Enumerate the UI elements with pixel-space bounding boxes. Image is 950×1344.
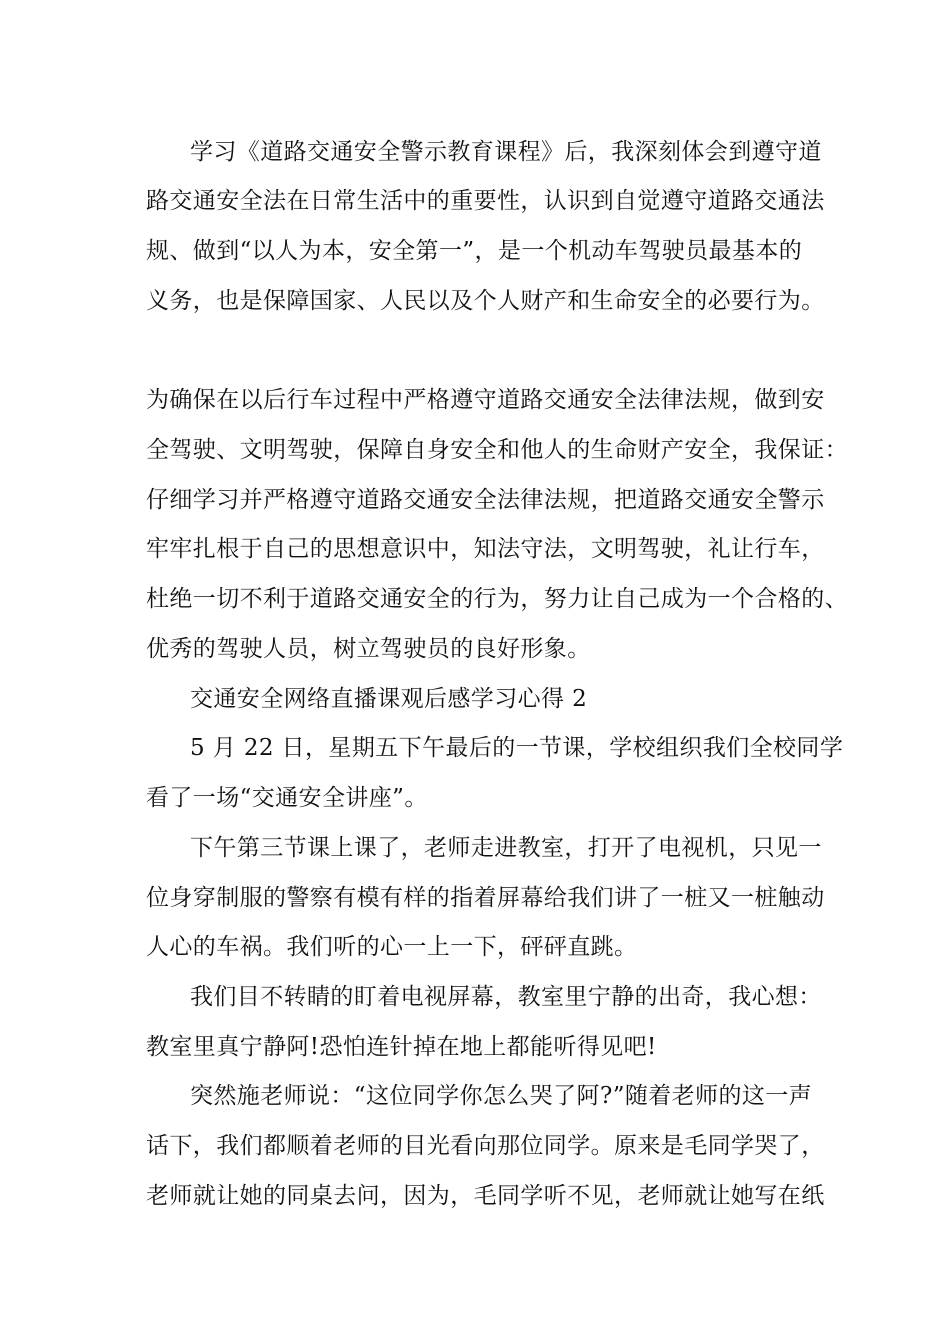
paragraph-4-line-2: 位身穿制服的警察有模有样的指着屏幕给我们讲了一桩又一桩触动: [146, 885, 825, 911]
paragraph-5-line-1: 我们目不转睛的盯着电视屏幕，教室里宁静的出奇，我心想：: [190, 984, 822, 1010]
paragraph-2-line-4: 牢牢扎根于自己的思想意识中，知法守法，文明驾驶，礼让行车，: [146, 536, 825, 562]
paragraph-5-line-2: 教室里真宁静阿!恐怕连针掉在地上都能听得见吧!: [146, 1034, 657, 1060]
paragraph-6-line-2: 话下，我们都顺着老师的目光看向那位同学。原来是毛同学哭了，: [146, 1133, 825, 1159]
paragraph-2-line-6: 优秀的驾驶人员，树立驾驶员的良好形象。: [146, 636, 591, 662]
paragraph-2-line-1: 为确保在以后行车过程中严格遵守道路交通安全法律法规，做到安: [146, 387, 825, 413]
paragraph-6-line-3: 老师就让她的同桌去问，因为，毛同学听不见，老师就让她写在纸: [146, 1183, 825, 1209]
paragraph-6-line-1: 突然施老师说：“这位同学你怎么哭了阿?”随着老师的这一声: [190, 1083, 813, 1109]
paragraph-1-line-2: 路交通安全法在日常生活中的重要性，认识到自觉遵守道路交通法: [146, 188, 825, 214]
paragraph-2-line-2: 全驾驶、文明驾驶，保障自身安全和他人的生命财产安全，我保证：: [146, 437, 848, 463]
paragraph-4-line-1: 下午第三节课上课了，老师走进教室，打开了电视机，只见一: [190, 835, 822, 861]
paragraph-3-line-2: 看了一场“交通安全讲座”。: [146, 785, 428, 811]
paragraph-3-line-1: 5 月 22 日，星期五下午最后的一节课，学校组织我们全校同学: [190, 735, 844, 761]
paragraph-2-line-5: 杜绝一切不利于道路交通安全的行为，努力让自己成为一个合格的、: [146, 586, 848, 612]
section-heading: 交通安全网络直播课观后感学习心得 2: [190, 686, 588, 712]
paragraph-1-line-4: 义务，也是保障国家、人民以及个人财产和生命安全的必要行为。: [146, 288, 825, 314]
paragraph-1-line-1: 学习《道路交通安全警示教育课程》后，我深刻体会到遵守道: [190, 139, 822, 165]
paragraph-2-line-3: 仔细学习并严格遵守道路交通安全法律法规，把道路交通安全警示: [146, 487, 825, 513]
paragraph-1-line-3: 规、做到“以人为本，安全第一”，是一个机动车驾驶员最基本的: [146, 238, 803, 264]
paragraph-4-line-3: 人心的车祸。我们听的心一上一下，砰砰直跳。: [146, 934, 638, 960]
